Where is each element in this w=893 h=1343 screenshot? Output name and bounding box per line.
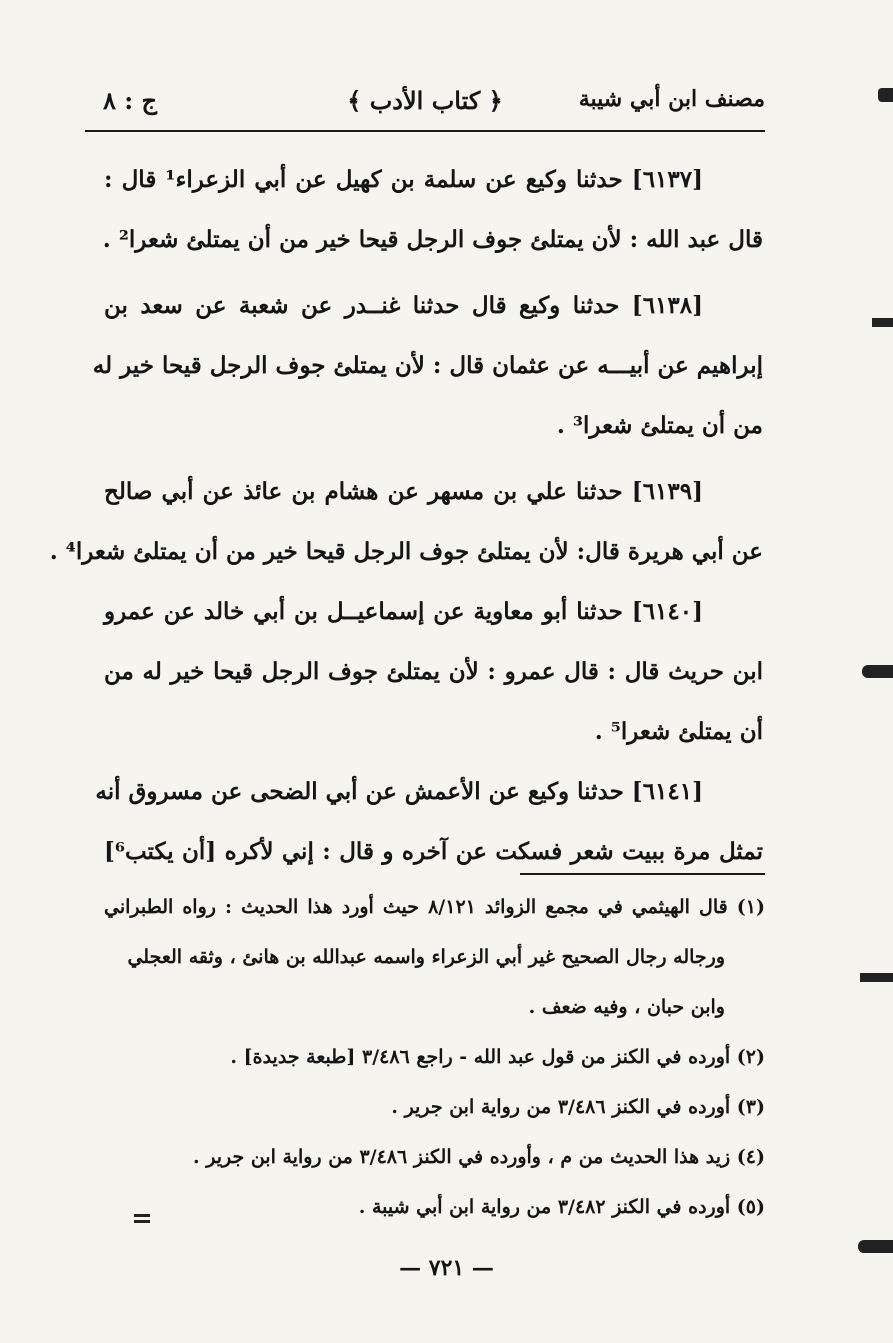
text-line: أن يمتلئ شعرا⁵ .	[594, 718, 763, 745]
text-line: [٦١٤٠] حدثنا أبو معاوية عن إسماعيــل بن أبي خالد عن عمرو	[104, 598, 703, 625]
text-line: عن أبي هريرة قال: لأن يمتلئ جوف الرجل قيحا خير من أن يمتلئ شعرا⁴ .	[49, 538, 763, 565]
text-line: [٦١٤١] حدثنا وكيع عن الأعمش عن أبي الضحى عن مسروق أنه	[95, 778, 703, 805]
footnote-line: (٥) أورده في الكنز ٣/٤٨٢ من رواية ابن أبي شيبة .	[358, 1196, 765, 1218]
footnote-line: وابن حبان ، وفيه ضعف .	[528, 996, 725, 1018]
volume-label: ج : ٨	[103, 86, 157, 115]
footnote-line: (١) قال الهيثمي في مجمع الزوائد ٨/١٢١ حيث أورد هذا الحديث : رواه الطبراني	[104, 896, 765, 918]
main-text	[49, 150, 763, 882]
footnote-rule	[520, 873, 765, 875]
text-line: تمثل مرة ببيت شعر فسكت عن آخره و قال : إني لأكره [أن يكتب⁶]	[104, 838, 763, 865]
footnote-line: (٤) زيد هذا الحديث من م ، وأورده في الكنز ٣/٤٨٦ من رواية ابن جرير .	[192, 1146, 765, 1168]
text-line: [٦١٣٨] حدثنا وكيع قال حدثنا غنــدر عن شعبة عن سعد بن	[104, 292, 703, 319]
scan-mark	[872, 318, 893, 327]
scan-mark	[858, 1240, 893, 1253]
text-line: [٦١٣٧] حدثنا وكيع عن سلمة بن كهيل عن أبي الزعراء¹ قال :	[104, 166, 704, 193]
text-line: من أن يمتلئ شعرا³ .	[556, 412, 763, 439]
book-title: مصنف ابن أبي شيبة	[578, 86, 765, 112]
scan-mark	[134, 1214, 150, 1217]
scan-mark	[878, 88, 893, 102]
footnote-line: (٣) أورده في الكنز ٣/٤٨٦ من رواية ابن جرير .	[391, 1096, 765, 1118]
page-number: — ٧٢١ —	[399, 1255, 494, 1281]
text-line: [٦١٣٩] حدثنا علي بن مسهر عن هشام بن عائذ عن أبي صالح	[104, 478, 703, 505]
text-line: ابن حريث قال : قال عمرو : لأن يمتلئ جوف الرجل قيحا خير له من	[104, 658, 763, 685]
text-line: إبراهيم عن أبيـــه عن عثمان قال : لأن يمتلئ جوف الرجل قيحا خير له	[92, 352, 763, 379]
header-rule	[85, 130, 765, 132]
footnote-line: (٢) أورده في الكنز من قول عبد الله - راجع ٣/٤٨٦ [طبعة جديدة] .	[230, 1046, 765, 1068]
scan-mark	[860, 973, 893, 982]
scan-mark	[134, 1220, 150, 1223]
footnotes	[104, 882, 765, 1232]
footnote-line: ورجاله رجال الصحيح غير أبي الزعراء واسمه عبدالله بن هانئ ، وثقه العجلي	[127, 946, 725, 968]
page-header	[85, 86, 765, 126]
text-line: قال عبد الله : لأن يمتلئ جوف الرجل قيحا خير من أن يمتلئ شعرا² .	[102, 226, 763, 253]
chapter-title: ﴿ كتاب الأدب ﴾	[347, 86, 503, 115]
scan-mark	[862, 665, 893, 678]
